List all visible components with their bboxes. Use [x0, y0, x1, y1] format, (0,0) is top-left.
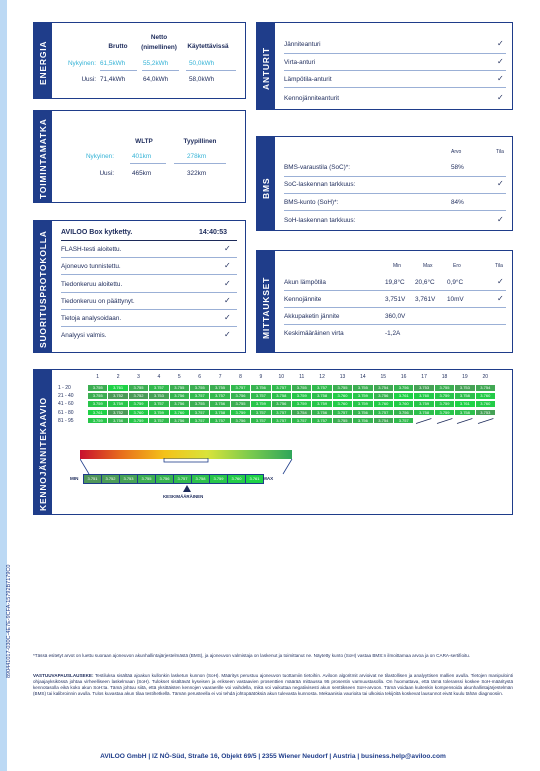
- anturit-divider: [284, 53, 506, 54]
- mittaukset-col: Min: [393, 263, 402, 269]
- bms-row-label: BMS-kunto (SoH)*:: [284, 199, 339, 206]
- cell-voltage: 3.757: [210, 418, 229, 424]
- anturit-divider: [284, 70, 506, 71]
- check-icon: ✓: [224, 244, 231, 253]
- suoritus-item: FLASH-testi aloitettu.: [61, 246, 122, 253]
- cell-voltage: 3.757: [394, 418, 413, 424]
- suoritus-divider: [61, 309, 237, 310]
- column-header: 3: [137, 374, 140, 380]
- cell-voltage: 3.755: [333, 418, 352, 424]
- check-icon: ✓: [224, 261, 231, 270]
- energia-panel: [33, 22, 246, 99]
- cell-voltage: 3.756: [394, 410, 413, 416]
- suoritus-divider: [61, 326, 237, 327]
- bms-title: BMS: [261, 177, 271, 199]
- mittaukset-divider: [284, 324, 506, 325]
- suoritus-item: Tiedonkeruu on päättynyt.: [61, 298, 135, 305]
- energia-row-label: Uusi:: [81, 76, 96, 83]
- energia-value: 71,4kWh: [100, 76, 126, 83]
- cell-voltage: 3.757: [149, 401, 168, 407]
- cell-voltage: 3.756: [312, 410, 331, 416]
- cell-voltage: 3.758: [312, 393, 331, 399]
- cell-voltage: 3.759: [129, 401, 148, 407]
- cell-voltage: 3.757: [251, 393, 270, 399]
- toimintamatka-row-label: Nykyinen:: [85, 153, 114, 160]
- toimintamatka-row-label: Uusi:: [99, 170, 114, 177]
- toimintamatka-title: TOIMINTAMATKA: [38, 118, 48, 199]
- column-header: 4: [157, 374, 161, 380]
- cell-voltage: 3.757: [251, 410, 270, 416]
- column-header: 16: [400, 374, 407, 380]
- toimintamatka-panel: [33, 110, 246, 203]
- cell-voltage: 3.757: [190, 410, 209, 416]
- mittaukset-value: 360,0V: [385, 313, 406, 320]
- cell-voltage: 3.755: [292, 385, 311, 391]
- anturit-item: Lämpötila-anturit: [284, 76, 332, 83]
- bms-divider: [284, 210, 506, 211]
- cell-voltage: 3.755: [190, 385, 209, 391]
- bms-divider: [284, 176, 506, 177]
- energia-header-netto: Netto (nimellinen): [141, 34, 177, 51]
- cell-voltage: 3.757: [333, 410, 352, 416]
- empty-cell: [414, 418, 433, 424]
- cell-voltage: 3.759: [88, 401, 107, 407]
- column-header: 7: [218, 374, 222, 380]
- cell-voltage: 3.752: [129, 393, 148, 399]
- cell-voltage: 3.759: [88, 418, 107, 424]
- cell-voltage: 3.756: [210, 401, 229, 407]
- cell-voltage: 3.757: [231, 385, 250, 391]
- cell-voltage: 3.757: [292, 418, 311, 424]
- column-header: 20: [482, 374, 489, 380]
- cell-voltage: 3.757: [210, 393, 229, 399]
- check-icon: ✓: [497, 277, 504, 286]
- cell-voltage: 3.756: [272, 401, 291, 407]
- cell-voltage: 3.752: [108, 410, 127, 416]
- legend-value: 3.756: [155, 474, 174, 484]
- toimintamatka-value: 322km: [187, 170, 207, 177]
- check-icon: ✓: [224, 279, 231, 288]
- column-header: 17: [421, 374, 427, 380]
- anturit-panel: [256, 22, 513, 110]
- bms-row-label: SoC-laskennan tarkkuus:: [284, 181, 356, 188]
- row-label: 41 - 60: [58, 401, 74, 408]
- bms-row-value: 84%: [451, 199, 464, 206]
- check-icon: ✓: [497, 294, 504, 303]
- column-header: 13: [339, 374, 346, 380]
- energia-header-kaytettavissa: Käytettävissä: [187, 43, 229, 50]
- cell-voltage: 3.761: [88, 410, 107, 416]
- mittaukset-title: MITTAUKSET: [261, 276, 271, 339]
- cell-voltage: 3.759: [414, 401, 433, 407]
- energia-divider: [186, 70, 236, 71]
- cell-voltage: 3.757: [149, 418, 168, 424]
- cell-voltage: 3.757: [149, 385, 168, 391]
- cell-voltage: 3.760: [394, 401, 413, 407]
- empty-cell: [435, 418, 454, 424]
- cell-voltage: 3.759: [129, 418, 148, 424]
- column-header: 11: [299, 374, 305, 380]
- energia-divider: [100, 70, 137, 71]
- mittaukset-value: 3,751V: [385, 296, 406, 303]
- energia-value: 58,0kWh: [189, 76, 215, 83]
- cell-voltage: 3.759: [435, 393, 454, 399]
- cell-voltage: 3.755: [88, 393, 107, 399]
- cell-voltage: 3.759: [312, 401, 331, 407]
- toimintamatka-value: 401km: [132, 153, 152, 160]
- cell-voltage: 3.760: [129, 410, 148, 416]
- check-icon: ✓: [224, 313, 231, 322]
- suoritus-divider: [61, 292, 237, 293]
- toimintamatka-value: 278km: [187, 153, 207, 160]
- cell-voltage: 3.757: [272, 385, 291, 391]
- average-marker-icon: [183, 485, 191, 492]
- mittaukset-col: Ero: [453, 263, 461, 269]
- cell-voltage: 3.753: [455, 385, 474, 391]
- cell-voltage: 3.756: [108, 418, 127, 424]
- cell-voltage: 3.755: [435, 385, 454, 391]
- cell-voltage: 3.753: [476, 410, 495, 416]
- cell-voltage: 3.755: [210, 385, 229, 391]
- check-icon: ✓: [497, 39, 504, 48]
- anturit-title: ANTURIT: [261, 47, 271, 90]
- mittaukset-col: Tila: [495, 263, 503, 269]
- cell-voltage: 3.759: [435, 410, 454, 416]
- disclaimer-text: Testiluksa sisältää ajoakun kullonkin lasketun kunnon (SoH). Määritys perustuu ajoneuvon tuottamiin tietoihin. Aviloon algoritmit arvioivat ne tilastollisen ja analyyttisen mallien avulla. Tietojen manipulointi ohjaajayksikössä johtaa virheelliseen laskelmaan (SoH). Tulokset sisältävät kyseisen ja erikseen vastaavien prosenttien määrää mittaussa 95 prosentin varmuustasolla. On huomattava, että tämä toleranssi koskee SoH-määritystä kennotasolla eikä koko akun SoH:ta. Tämä johtuu siitä, että yksittäisten kennojen vaaraerille voi vaihdella, mikä voi vaikuttaa negatiivisesti akun senttikseen SoH-arvoon. Tämä voidaan kuitenkin kompensoida akunhallintajärjestelmän (BMS) tai kalibroinnin avulla. Tulos kuvastaa akun tilaa testihetkellä. Tämän perusteella ei voi tehdä johtopäätöksiä akun tulevasta kunnosta. Mekaanisia vaurioita tai ulkoisia tekijöitä koskevat lausunnot eivät kuulu tähän diagnoosiin.: [33, 673, 513, 696]
- suoritus-divider: [61, 257, 237, 258]
- energia-header-brutto: Brutto: [108, 43, 128, 50]
- check-icon: ✓: [224, 330, 231, 339]
- cell-voltage: 3.760: [374, 401, 393, 407]
- cell-voltage: 3.755: [129, 385, 148, 391]
- column-header: 15: [380, 374, 387, 380]
- footer-disclaimer: [33, 673, 513, 697]
- legend-value: 3.753: [119, 474, 138, 484]
- cell-voltage: 3.753: [414, 385, 433, 391]
- suoritus-item: Tiedonkeruu aloitettu.: [61, 281, 123, 288]
- row-label: 81 - 95: [58, 417, 74, 424]
- cell-voltage: 3.759: [292, 393, 311, 399]
- cell-voltage: 3.754: [374, 385, 393, 391]
- mittaukset-panel: [256, 250, 513, 353]
- cell-voltage: 3.756: [251, 385, 270, 391]
- check-icon: ✓: [497, 179, 504, 188]
- cell-voltage: 3.755: [190, 401, 209, 407]
- suoritus-title: SUORITUSPROTOKOLLA: [38, 230, 48, 348]
- bms-row-label: SoH-laskennan tarkkuus:: [284, 217, 356, 224]
- cell-voltage: 3.760: [476, 393, 495, 399]
- energia-value: 61,5kWh: [100, 60, 126, 67]
- toimintamatka-value: 465km: [132, 170, 152, 177]
- check-icon: ✓: [497, 74, 504, 83]
- cell-voltage: 3.756: [374, 393, 393, 399]
- cell-voltage: 3.759: [353, 393, 372, 399]
- column-header: 9: [259, 374, 263, 380]
- mittaukset-row-label: Akun lämpötila: [284, 279, 326, 286]
- legend-value: 3.761: [245, 474, 264, 484]
- kenno-panel: [33, 369, 513, 515]
- column-header: 12: [319, 374, 325, 380]
- mittaukset-row-label: Keskimääräinen virta: [284, 330, 344, 337]
- check-icon: ✓: [224, 296, 231, 305]
- legend-max-label: MAX: [263, 476, 274, 481]
- cell-voltage: 3.756: [353, 410, 372, 416]
- cell-voltage: 3.759: [435, 401, 454, 407]
- toimintamatka-divider: [130, 163, 166, 164]
- row-label: 21 - 40: [58, 393, 74, 400]
- legend-value: 3.752: [101, 474, 120, 484]
- cell-voltage: 3.758: [455, 410, 474, 416]
- bms-row-value: 58%: [451, 164, 464, 171]
- suoritus-panel: [33, 220, 246, 353]
- cell-voltage: 3.756: [170, 393, 189, 399]
- energia-value: 55,2kWh: [143, 60, 169, 67]
- cell-voltage: 3.759: [231, 410, 250, 416]
- legend-zoom-lines: [80, 458, 294, 475]
- cell-voltage: 3.754: [374, 418, 393, 424]
- bms-divider: [284, 193, 506, 194]
- cell-voltage: 3.758: [272, 393, 291, 399]
- cell-voltage: 3.755: [353, 385, 372, 391]
- footer-address: AVILOO GmbH | IZ NÖ-Süd, Straße 16, Objekt 69/5 | 2355 Wiener Neudorf | Austria | business.help@aviloo.com: [100, 753, 446, 760]
- cell-voltage: 3.757: [190, 393, 209, 399]
- suoritus-item: Ajoneuvo tunnistettu.: [61, 263, 121, 270]
- legend-value: 3.759: [209, 474, 228, 484]
- column-header: 1: [96, 374, 100, 380]
- column-header: 14: [360, 374, 366, 380]
- cell-voltage: 3.757: [312, 418, 331, 424]
- mittaukset-col: Max: [423, 263, 433, 269]
- cell-voltage: 3.752: [108, 393, 127, 399]
- cell-voltage: 3.753: [149, 393, 168, 399]
- bms-col-tila: Tila: [496, 149, 504, 155]
- column-header: 10: [278, 374, 285, 380]
- cell-voltage: 3.754: [476, 385, 495, 391]
- cell-voltage: 3.757: [272, 410, 291, 416]
- mittaukset-divider: [284, 307, 506, 308]
- toimintamatka-divider: [174, 163, 226, 164]
- bms-panel: [256, 136, 513, 231]
- anturit-item: Virta-anturi: [284, 59, 316, 66]
- mittaukset-value: 0,9°C: [447, 279, 464, 286]
- mittaukset-row-label: Kennojännite: [284, 296, 322, 303]
- cell-voltage: 3.761: [455, 401, 474, 407]
- row-label: 1 - 20: [58, 385, 71, 391]
- row-label: 61 - 80: [58, 409, 74, 416]
- cell-voltage: 3.759: [353, 401, 372, 407]
- cell-voltage: 3.759: [251, 401, 270, 407]
- legend-value: 3.760: [227, 474, 246, 484]
- mittaukset-row-label: Akkupaketin jännite: [284, 313, 340, 320]
- cell-voltage: 3.760: [476, 401, 495, 407]
- cell-voltage: 3.756: [231, 418, 250, 424]
- mittaukset-value: 19,8°C: [385, 279, 405, 286]
- suoritus-divider: [61, 240, 237, 241]
- cell-voltage: 3.757: [251, 418, 270, 424]
- legend-value: 3.757: [173, 474, 192, 484]
- disclaimer-title: VASTUUVAPAUSLAUSEKE:: [33, 673, 94, 678]
- cell-voltage: 3.756: [170, 418, 189, 424]
- cell-voltage: 3.757: [312, 385, 331, 391]
- suoritus-divider: [61, 274, 237, 275]
- suoritus-item: Analyysi valmis.: [61, 332, 107, 339]
- empty-cell: [476, 418, 495, 424]
- column-header: 8: [239, 374, 242, 380]
- mittaukset-value: -1,2A: [385, 330, 401, 337]
- cell-voltage: 3.758: [455, 393, 474, 399]
- cell-voltage: 3.759: [108, 401, 127, 407]
- anturit-item: Jänniteanturi: [284, 41, 321, 48]
- anturit-divider: [284, 87, 506, 88]
- suoritus-header-time: 14:40:53: [199, 229, 228, 236]
- cell-voltage: 3.760: [170, 410, 189, 416]
- cell-voltage: 3.760: [414, 393, 433, 399]
- suoritus-header-label: AVILOO Box kytketty.: [61, 229, 133, 236]
- kenno-title: KENNOJÄNNITEKAAVIO: [38, 397, 48, 511]
- cell-voltage: 3.755: [88, 385, 107, 391]
- legend-value: 3.755: [137, 474, 156, 484]
- energia-divider: [142, 70, 179, 71]
- energia-row-label: Nykyinen:: [67, 60, 96, 67]
- mittaukset-value: 10mV: [447, 296, 464, 303]
- suoritus-item: Tietoja analysoidaan.: [61, 315, 122, 322]
- side-code: 890441017-030C-4E7E-9CFA-15792B7179C0: [6, 564, 12, 678]
- mittaukset-value: 3,761V: [415, 296, 436, 303]
- cell-voltage: 3.761: [394, 393, 413, 399]
- cell-voltage: 3.755: [333, 385, 352, 391]
- cell-voltage: 3.760: [333, 401, 352, 407]
- bms-col-arvo: Arvo: [451, 149, 462, 155]
- energia-value: 64,0kWh: [143, 76, 169, 83]
- bms-row-label: BMS-varaustila (SoC)*:: [284, 164, 351, 171]
- footer-note: *Tässä esitetyt arvot on luettu suoraan ajoneuvon akunhallintajärjestelmästä (BMS), ja ajoneuvon valmistaja on laskenut ja toimittanut ne. Näytetty kunto (SoH) vastaa BMS:n ilmoittamaa arvoa ja on CARA-sertifioitu.: [33, 653, 471, 658]
- legend-value: 3.758: [191, 474, 210, 484]
- cell-voltage: 3.754: [292, 410, 311, 416]
- cell-voltage: 3.758: [414, 410, 433, 416]
- toimintamatka-header-wltp: WLTP: [135, 138, 153, 145]
- energia-value: 50,0kWh: [189, 60, 215, 67]
- cell-voltage: 3.757: [272, 418, 291, 424]
- column-header: 5: [177, 374, 181, 380]
- cell-voltage: 3.756: [353, 418, 372, 424]
- column-header: 6: [198, 374, 202, 380]
- check-icon: ✓: [497, 93, 504, 102]
- cell-voltage: 3.756: [170, 401, 189, 407]
- cell-voltage: 3.756: [231, 393, 250, 399]
- column-header: 19: [462, 374, 468, 380]
- cell-voltage: 3.759: [292, 401, 311, 407]
- check-icon: ✓: [497, 215, 504, 224]
- empty-cell: [455, 418, 474, 424]
- mittaukset-divider: [284, 290, 506, 291]
- toimintamatka-header-tyypillinen: Tyypillinen: [183, 138, 217, 145]
- legend-min-label: MIN: [70, 476, 79, 481]
- cell-voltage: 3.755: [170, 385, 189, 391]
- mittaukset-value: 20,6°C: [415, 279, 435, 286]
- legend-average-label: KESKIMÄÄRÄINEN: [163, 494, 204, 499]
- column-header: 2: [116, 374, 120, 380]
- cell-voltage: 3.757: [374, 410, 393, 416]
- cell-voltage: 3.757: [190, 418, 209, 424]
- column-header: 18: [441, 374, 448, 380]
- cell-voltage: 3.759: [149, 410, 168, 416]
- cell-voltage: 3.756: [394, 385, 413, 391]
- cell-voltage: 3.760: [333, 393, 352, 399]
- legend-value: 3.751: [83, 474, 102, 484]
- cell-voltage: 3.761: [108, 385, 127, 391]
- check-icon: ✓: [497, 57, 504, 66]
- cell-voltage: 3.755: [231, 401, 250, 407]
- anturit-item: Kennojänniteanturit: [284, 95, 340, 102]
- cell-voltage: 3.758: [210, 410, 229, 416]
- energia-title: ENERGIA: [38, 40, 48, 85]
